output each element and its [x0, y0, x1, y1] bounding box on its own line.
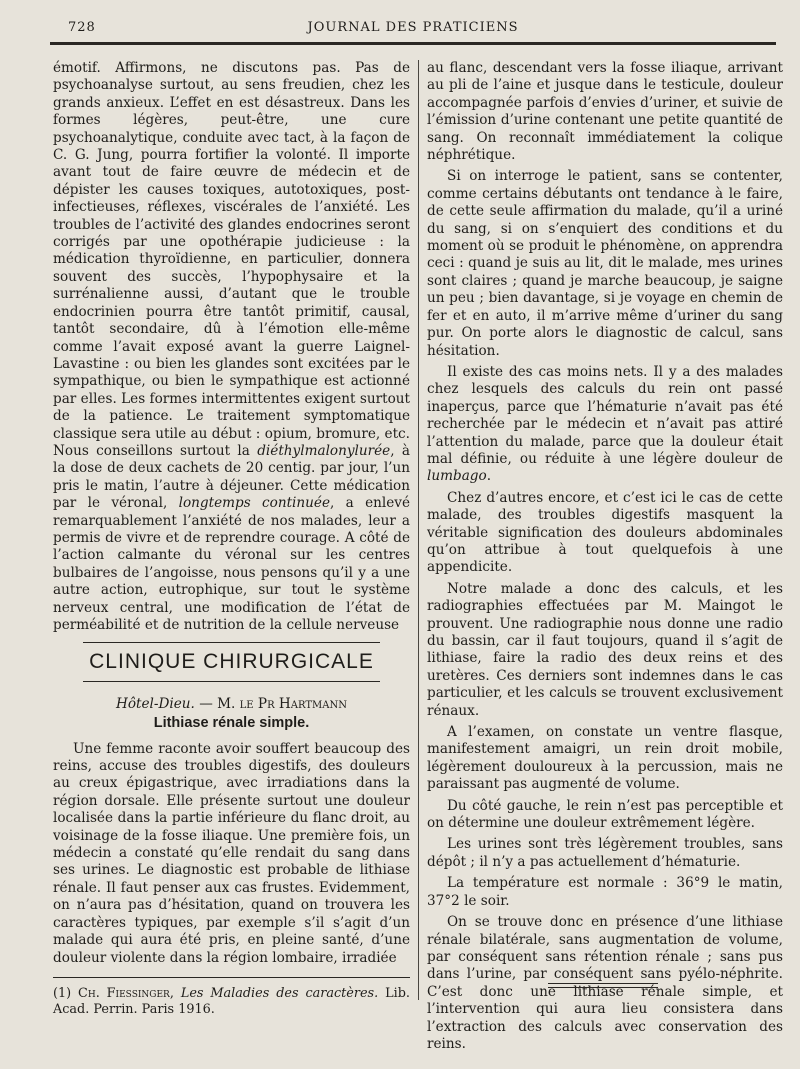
- journal-title: JOURNAL DES PRATICIENS: [307, 20, 519, 35]
- footnote: (1) Ch. Fiessinger, Les Maladies des caractères. Lib. Acad. Perrin. Paris 1916.: [53, 986, 410, 1017]
- paragraph: Une femme raconte avoir souffert beaucoup des reins, accuse des troubles digestifs, des douleurs au creux épigastrique, avec irradiations dans la région dorsale. Elle présente surtout une douleur localisée dans la partie inférieure du flanc droit, au voisinage de la fosse iliaque. Une première fois, un médecin a constaté qu’elle rendait du sang dans ses urines. Le diagnostic est probable de lithiase rénale. Il faut penser aux cas frustes. Evidemment, on n’aura pas d’hésitation, quand on trouvera les caractères typiques, par exemple s’il s’agit d’un malade qui aura été pris, en pleine santé, d’une douleur violente dans la région lombaire, irradiée: [53, 740, 410, 966]
- paragraph: Du côté gauche, le rein n’est pas perceptible et on détermine une douleur extrêmement légère.: [427, 797, 783, 832]
- end-rule: [548, 983, 658, 984]
- left-column: [53, 60, 410, 971]
- paragraph: On se trouve donc en présence d’une lithiase rénale bilatérale, sans augmentation de volume, par conséquent sans rétention rénale ; sans pus dans l’urine, par conséquent sans pyélo-néphrite. C’est donc une lithiase rénale simple, et l’intervention qui aura lieu consistera dans l’extraction des calculs avec conservation des reins.: [427, 914, 783, 1052]
- header-rule: [50, 42, 776, 45]
- paragraph: La température est normale : 36°9 le matin, 37°2 le soir.: [427, 875, 783, 909]
- paragraph: Notre malade a donc des calculs, et les radiographies effectuées par M. Maingot le prouvent. Une radiographie nous donne une radio du bassin, car il faut toujours, quand il s’agit de lithiase, faire la radio des deux reins et des uretères. Ces derniers sont indemnes dans le cas particulier, et les calculs se trouvent exclusivement rénaux.: [427, 580, 783, 719]
- page-header: [50, 16, 776, 38]
- footnote-rule: [53, 977, 410, 978]
- italic-term: longtemps continuée: [178, 495, 330, 512]
- section-rule-top: [83, 642, 380, 643]
- section-rule-bottom: [83, 681, 380, 682]
- byline-author: — M. le Pr Hartmann: [199, 695, 347, 712]
- lesson-title: Lithiase rénale simple.: [153, 715, 310, 732]
- right-column: [427, 60, 783, 1057]
- page-number: 728: [68, 20, 96, 35]
- paragraph: Chez d’autres encore, et c’est ici le cas de cette malade, des troubles digestifs masquent la véritable signification des douleurs abdominales qu’on attribue à tout quelquefois à une appendicite.: [427, 489, 783, 576]
- italic-term: diéthylmalonylurée: [257, 442, 391, 459]
- end-rule: [548, 987, 658, 988]
- paragraph: Les urines sont très légèrement troubles, sans dépôt ; il n’y a pas actuellement d’hématurie.: [427, 836, 783, 870]
- paragraph: émotif. Affirmons, ne discutons pas. Pas de psychoanalyse surtout, au sens freudien, chez les grands anxieux. L’effet en est désastreux. Dans les formes légères, peut-être, une cure psychoanalytique, conduite avec tact, à la façon de C. G. Jung, pourra fortifier la volonté. Il importe avant tout de faire œuvre de médecin et de dépister les causes toxiques, autotoxiques, post-infectieuses, réflexes, viscérales de l’anxiété. Les troubles de l’activité des glandes endocrines seront corrigés par une opothérapie judicieuse : la médication thyroïdienne, en particulier, donnera souvent des succès, l’hypophysaire et la surrénalienne aussi, d’autant que le trouble endocrinien pourra être tantôt primitif, causal, tantôt secondaire, dû à l’émotion elle-même comme l’avait exposé avant la guerre Laignel-Lavastine : ou bien les glandes sont excitées par le sympathique, ou bien le sympathique est actionné par elles. Les formes intermittentes exigent surtout de la patience. Le traitement symptomatique classique sera utile au début : opium, bromure, etc. Nous conseillons surtout la diéthylmalonylurée, à la dose de deux cachets de 20 centig. par jour, l’un pris le matin, l’autre à déjeuner. Cette médication par le véronal, longtemps continuée, a enlevé remarquablement l’anxiété de nos malades, leur a permis de vivre et de reprendre courage. A côté de l’action calmante du véronal sur les centres bulbaires de l’angoisse, nous pensons qu’il y a une autre action, eutrophique, sur tout le système nerveux central, une modification de l’état de perméabilité et de nutrition de la cellule nerveuse: [53, 60, 410, 633]
- byline-place: Hôtel-Dieu.: [116, 695, 195, 712]
- section-title: CLINIQUE CHIRURGICALE: [89, 650, 374, 674]
- paragraph: Si on interroge le patient, sans se contenter, comme certains débutants ont tendance à le faire, de cette seule affirmation du malade, qu’il a uriné du sang, si on s’enquiert des conditions et du moment où se produit le phénomène, on apprendra ceci : quand je suis au lit, dit le malade, mes urines sont claires ; quand je marche beaucoup, je saigne un peu ; bien davantage, si je voyage en chemin de fer et en auto, il m’arrive même d’uriner du sang pur. On porte alors le diagnostic de calcul, sans hésitation.: [427, 168, 783, 359]
- paragraph: A l’examen, on constate un ventre flasque, manifestement amaigri, un rein droit mobile, légèrement douloureux à la percussion, mais ne paraissant pas augmenté de volume.: [427, 724, 783, 793]
- paragraph: Il existe des cas moins nets. Il y a des malades chez lesquels des calculs du rein ont passé inaperçus, parce que l’hématurie n’avait pas été recherchée par le médecin et n’avait pas attiré l’attention du malade, parce que la douleur était mal définie, ou réduite à une légère douleur de lumbago.: [427, 363, 783, 485]
- column-divider: [418, 60, 419, 1000]
- paragraph: au flanc, descendant vers la fosse iliaque, arrivant au pli de l’aine et jusque dans le testicule, douleur accompagnée parfois d’envies d’uriner, et suivie de l’émission d’urine contenant une petite quantité de sang. On reconnaît immédiatement la colique néphrétique.: [427, 60, 783, 164]
- byline: [53, 696, 410, 713]
